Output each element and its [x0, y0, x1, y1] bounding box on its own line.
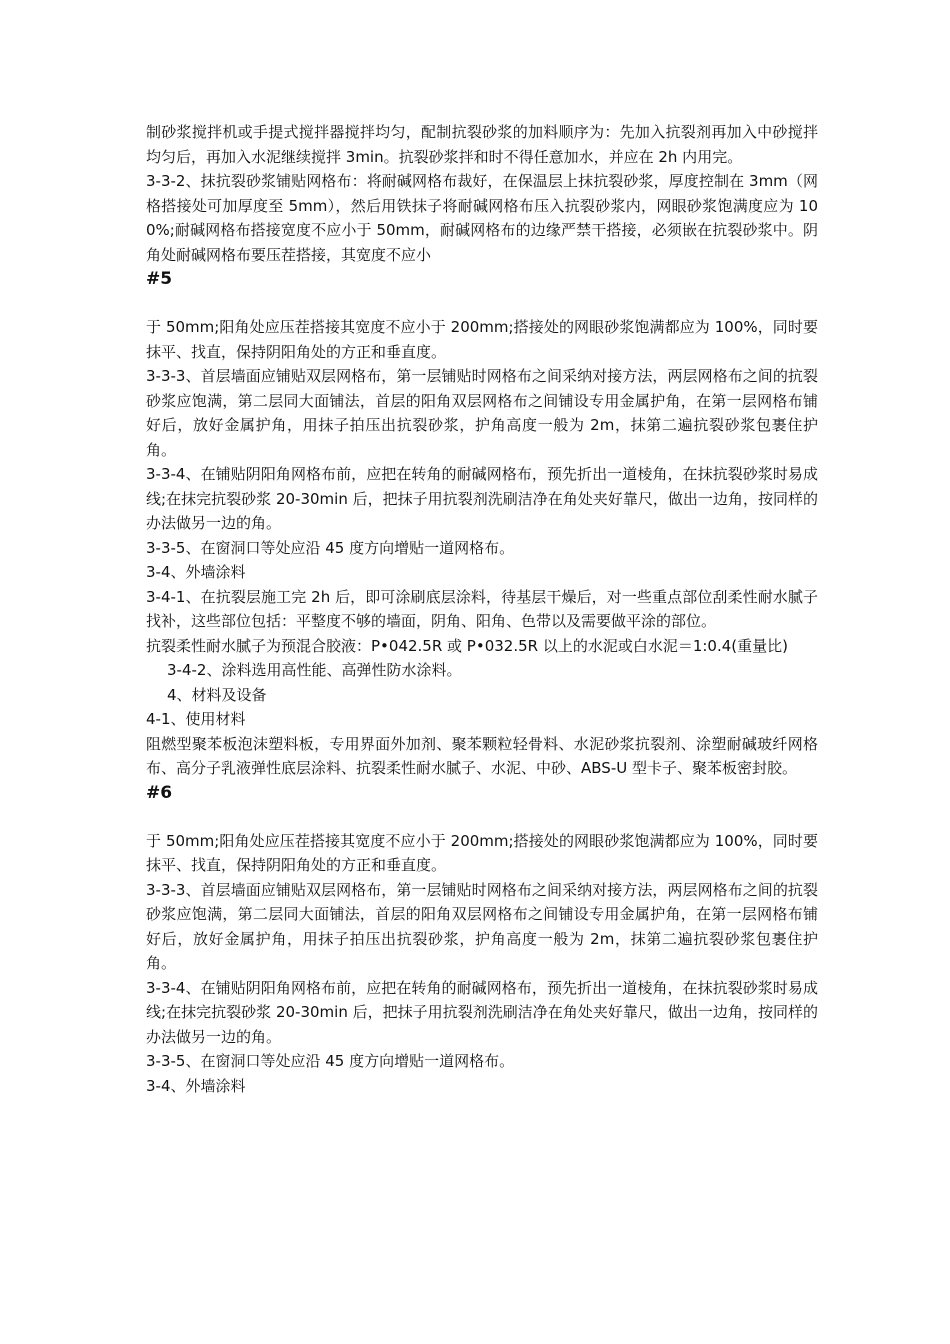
heading-4: 4、材料及设备: [167, 685, 267, 704]
paragraph-3-4-2: 3-4-2、涂料选用高性能、高弹性防水涂料。: [167, 661, 462, 679]
heading-4-1: 4-1、使用材料: [146, 710, 246, 728]
heading-3-4: 3-4、外墙涂料: [146, 563, 246, 581]
section-marker-5: #5: [146, 269, 173, 289]
paragraph-3-3-3: 3-3-3、首层墙面应铺贴双层网格布，第一层铺贴时网格布之间采纳对接方法，两层网格布之间的抗裂砂浆应饱满，第二层同大面铺法，首层的阳角双层网格布之间铺设专用金属护角，在第一层网格布铺好后，放好金属护角，用抹子拍压出抗裂砂浆，护角高度一般为 2m，抹第二遍抗裂砂浆包裹住护角。: [146, 367, 818, 459]
document-page: [146, 120, 818, 1098]
paragraph-3-4-1: 3-4-1、在抗裂层施工完 2h 后，即可涂刷底层涂料，待基层干燥后，对一些重点部位刮柔性耐水腻子找补，这些部位包括：平整度不够的墙面，阴角、阳角、色带以及需要做平涂的部位。: [146, 587, 818, 630]
spacer: [146, 805, 818, 829]
paragraph-3-3-3-repeat: 3-3-3、首层墙面应铺贴双层网格布，第一层铺贴时网格布之间采纳对接方法，两层网格布之间的抗裂砂浆应饱满，第二层同大面铺法，首层的阳角双层网格布之间铺设专用金属护角，在第一层网格布铺好后，放好金属护角，用抹子拍压出抗裂砂浆，护角高度一般为 2m，抹第二遍抗裂砂浆包裹住护角。: [146, 880, 818, 972]
paragraph-continuation-2: 于 50mm;阳角处应压茬搭接其宽度不应小于 200mm;搭接处的网眼砂浆饱满都应为 100%，同时要抹平、找直，保持阴阳角处的方正和垂直度。: [146, 831, 818, 874]
spacer: [146, 291, 818, 315]
paragraph-3-3-4-repeat: 3-3-4、在铺贴阴阳角网格布前，应把在转角的耐碱网格布，预先折出一道棱角，在抹抗裂砂浆时易成线;在抹完抗裂砂浆 20-30min 后，把抹子用抗裂剂洗刷洁净在角处夹好靠尺，做出一边角，按同样的办法做另一边的角。: [146, 978, 818, 1046]
paragraph-3-3-5-repeat: 3-3-5、在窗洞口等处应沿 45 度方向增贴一道网格布。: [146, 1052, 515, 1070]
paragraph-3-3-5: 3-3-5、在窗洞口等处应沿 45 度方向增贴一道网格布。: [146, 538, 515, 557]
section-marker-6: #6: [146, 782, 173, 803]
paragraph-3-3-2: 3-3-2、抹抗裂砂浆铺贴网格布：将耐碱网格布裁好，在保温层上抹抗裂砂浆，厚度控制在 3mm（网格搭接处可加厚度至 5mm），然后用铁抹子将耐碱网格布压入抗裂砂浆内，网眼砂浆饱满度应为 100%;耐碱网格布搭接宽度不应小于 50mm，耐碱网格布的边缘严禁干搭接，必须嵌在抗裂砂浆中。阴角处耐碱网格布要压茬搭接，其宽度不应小: [146, 172, 818, 264]
heading-3-4-repeat: 3-4、外墙涂料: [146, 1076, 246, 1095]
paragraph-materials: 阻燃型聚苯板泡沫塑料板，专用界面外加剂、聚苯颗粒轻骨料、水泥砂浆抗裂剂、涂塑耐碱玻纤网格布、高分子乳液弹性底层涂料、抗裂柔性耐水腻子、水泥、中砂、ABS-U 型卡子、聚苯板密封胶。: [146, 734, 818, 777]
paragraph-putty-mix: 抗裂柔性耐水腻子为预混合胶液：P•042.5R 或 P•032.5R 以上的水泥或白水泥＝1:0.4(重量比): [146, 636, 788, 655]
paragraph-3-3-4: 3-3-4、在铺贴阴阳角网格布前，应把在转角的耐碱网格布，预先折出一道棱角，在抹抗裂砂浆时易成线;在抹完抗裂砂浆 20-30min 后，把抹子用抗裂剂洗刷洁净在角处夹好靠尺，做出一边角，按同样的办法做另一边的角。: [146, 465, 818, 532]
paragraph-continuation-1: 于 50mm;阳角处应压茬搭接其宽度不应小于 200mm;搭接处的网眼砂浆饱满都应为 100%，同时要抹平、找直，保持阴阳角处的方正和垂直度。: [146, 318, 818, 361]
paragraph-mixing-order: 制砂浆搅拌机或手提式搅拌器搅拌均匀，配制抗裂砂浆的加料顺序为：先加入抗裂剂再加入中砂搅拌均匀后，再加入水泥继续搅拌 3min。抗裂砂浆拌和时不得任意加水，并应在 2h 内用完。: [146, 123, 818, 166]
